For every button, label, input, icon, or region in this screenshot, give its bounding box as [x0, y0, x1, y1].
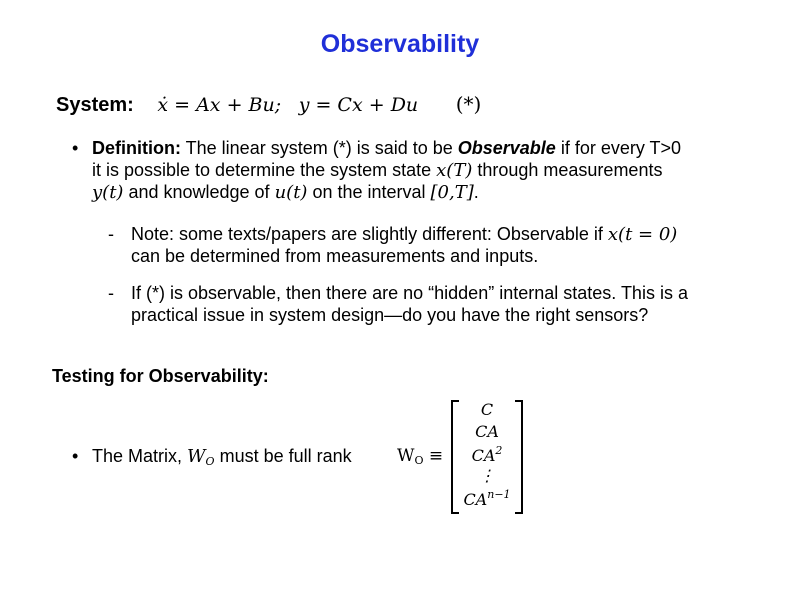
- system-line: [56, 92, 481, 117]
- equiv-symbol: ≡: [423, 446, 444, 466]
- observability-matrix: [451, 400, 523, 512]
- note2-line-1: If (*) is observable, then there are no “hidden” internal states. This is a: [131, 283, 688, 303]
- matrix-row-1: C: [480, 400, 494, 419]
- note2-line-2: practical issue in system design—do you have the right sensors?: [131, 305, 649, 325]
- slide-title: Observability: [320, 30, 480, 58]
- matrix-row-5: [457, 488, 517, 509]
- output-equation: y = Cx + Du: [298, 94, 419, 116]
- definition-label: Definition:: [92, 138, 181, 158]
- wo-label: W: [397, 446, 415, 466]
- definition-text-f: on the interval: [307, 182, 431, 202]
- matrix-row-3: [457, 444, 517, 465]
- matrix-row-5-exponent: n−1: [487, 488, 511, 501]
- input-ut: u(t): [274, 182, 308, 203]
- matrix-bullet-text: [92, 445, 352, 473]
- matrix-row-5-base: CA: [463, 490, 488, 509]
- definition-text-e: and knowledge of: [123, 182, 275, 202]
- testing-heading: Testing for Observability:: [52, 366, 269, 386]
- note1-line-1: [131, 223, 677, 246]
- state-equation: ẋ = Ax + Bu;: [157, 94, 282, 116]
- matrix-row-dots: ⋮: [479, 466, 495, 485]
- definition-bullet-marker: •: [72, 138, 79, 158]
- observable-term: Observable: [457, 138, 556, 158]
- matrix-row-3-exponent: 2: [495, 444, 503, 457]
- wo-definition-label: [397, 446, 443, 467]
- equation-tag: (*): [455, 92, 482, 116]
- definition-text-b: if for every T>0: [555, 138, 682, 158]
- x-t-zero: x(t = 0): [607, 224, 678, 245]
- definition-line-3: [92, 181, 479, 204]
- wo-label-subscript: O: [414, 454, 424, 467]
- definition-text-c: it is possible to determine the system state: [92, 160, 437, 180]
- matrix-text-a: The Matrix,: [92, 446, 188, 466]
- system-label: System:: [56, 94, 134, 116]
- note1-line-2: can be determined from measurements and inputs.: [131, 246, 539, 266]
- matrix-text-b: must be full rank: [214, 446, 352, 466]
- interval: [0,T]: [430, 182, 474, 203]
- definition-text-a: The linear system (*) is said to be: [180, 138, 458, 158]
- state-xT: x(T): [436, 160, 473, 181]
- definition-text-g: .: [473, 182, 479, 202]
- definition-line-2: [92, 159, 662, 182]
- wo-subscript: O: [205, 455, 215, 468]
- wo-symbol: W: [187, 446, 206, 467]
- definition-line-1: [92, 137, 681, 159]
- note1-text: Note: some texts/papers are slightly different: Observable if: [131, 224, 608, 244]
- matrix-bullet-marker: •: [72, 446, 79, 466]
- output-yt: y(t): [92, 182, 124, 203]
- matrix-row-3-base: CA: [471, 446, 496, 465]
- note2-dash: -: [108, 283, 114, 303]
- matrix-row-2: CA: [475, 422, 499, 441]
- note1-dash: -: [108, 224, 114, 244]
- definition-text-d: through measurements: [472, 160, 663, 180]
